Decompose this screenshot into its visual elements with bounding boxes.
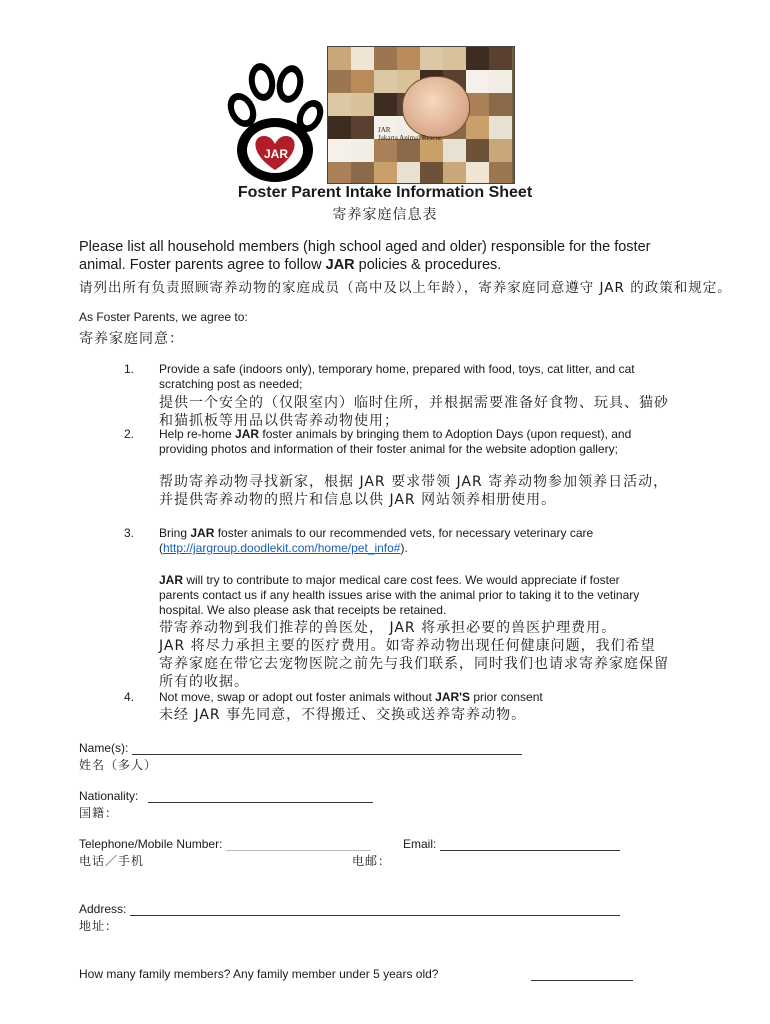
collage-photo-tile [420,162,443,184]
address-label-cjk: 地址： [79,919,126,933]
nationality-field [79,789,373,803]
collage-photo-tile [489,116,512,139]
collage-photo-tile [374,162,397,184]
collage-photo-tile [374,70,397,93]
address-field [79,902,620,916]
item-3-p2-text: will try to contribute to major medical care cost fees. We would appreciate if foster parents contact us if any health issues arise with the animal prior to taking it to the vetinary hospital. We also please ask that receipts be retained. [159,573,640,617]
item-2-cjk-3: 要求带领 [391,474,452,490]
collage-photo-tile [351,116,374,139]
name-input-line[interactable] [132,743,522,755]
collage-photo-tile [443,162,466,184]
email-label: Email: [403,837,437,851]
item-2-cjk-6: JAR [384,492,422,508]
email-label-cjk: 电邮： [352,854,392,868]
email-field [403,837,620,851]
collage-photo-tile [328,139,351,162]
collage-photo-tile [351,47,374,70]
item-1-number: 1. [124,362,135,376]
item-4-cjk-3: 事先同意，不得搬迁、交换或送养寄养动物。 [226,707,527,723]
collage-photo-tile [489,139,512,162]
item-4-cjk-1: 未经 [159,707,189,723]
item-3-text-b: foster animals to our recommended vets, for necessary veterinary care ( [159,526,594,555]
nationality-label-cjk: 国籍： [79,806,119,820]
family-answer-field [531,967,633,981]
page-title: Foster Parent Intake Information Sheet [237,184,533,201]
collage-photo-tile [489,93,512,116]
intro-text-end: policies & procedures. [354,257,502,273]
item-2-text-a: Help re-home [159,427,236,441]
item-2-cjk-5: 寄养动物参加领养日活动，并提供寄养动物的照片和信息以供 [159,474,669,508]
item-4-cjk-2: JAR [189,707,227,723]
item-3-number: 3. [124,526,135,540]
item-3-cjk [159,619,669,691]
item-3-cjk-5: 将尽力承担主要的医疗费用。如寄养动物出现任何健康问题，我们希望寄养家庭在带它去宠物医院之前先与我们联系，同时我们也请求寄养家庭保留所有的收据。 [159,638,669,690]
item-2-cjk-4: JAR [451,474,489,490]
collage-label [378,126,442,142]
phone-field [79,837,371,851]
item-4-jar-bold: JAR'S [435,690,471,704]
item-3-paragraph-2 [159,573,659,618]
item-2-number: 2. [124,427,135,441]
agreement-heading: As Foster Parents, we agree to: [79,310,248,324]
collage-photo-tile [328,93,351,116]
intro-paragraph-cjk [79,276,732,296]
collage-photo-tile [466,139,489,162]
collage-photo-tile [374,47,397,70]
address-label: Address: [79,902,127,916]
collage-photo-tile [466,47,489,70]
intro-cjk-jar: JAR [594,280,631,296]
email-input-line[interactable] [440,839,620,851]
item-4-text-b: prior consent [470,690,543,704]
collage-photo-tile [351,93,374,116]
item-4-number: 4. [124,690,135,704]
collage-photo-tile [397,47,420,70]
collage-photo-tile [328,70,351,93]
item-3-text [159,526,659,556]
item-2-cjk-2: JAR [354,474,392,490]
collage-photo-tile [351,162,374,184]
item-2-cjk-1: 帮助寄养动物寻找新家，根据 [159,474,354,490]
phone-label-cjk: 电话／手机 [79,854,145,868]
nationality-input-line[interactable] [148,791,373,803]
intro-cjk-1: 请列出所有负责照顾寄养动物的家庭成员（高中及以上年龄），寄养家庭同意遵守 [79,280,595,296]
intro-paragraph [79,238,679,274]
item-4-text [159,690,659,705]
item-3-text-a: Bring [159,526,191,540]
name-field [79,741,522,755]
collage-photo-tile [397,162,420,184]
collage-label-line1: JAR [378,126,391,134]
collage-photo-tile [374,139,397,162]
collage-photo-tile [443,139,466,162]
item-3-cjk-1: 带寄养动物到我们推荐的兽医处， [159,620,384,636]
collage-photo-tile [397,139,420,162]
collage-photo-tile [328,162,351,184]
item-3-cjk-4: JAR [159,638,186,654]
collage-photo-tile [351,70,374,93]
collage-photo-tile [489,47,512,70]
item-2-text-b: foster animals by bringing them to Adoption Days (upon request), and providing photos and information of their foster animal for the website adoption gallery; [159,427,632,456]
item-3-text-c: ). [400,541,408,555]
collage-photo-tile [466,162,489,184]
paw-badge-text: JAR [264,147,289,161]
collage-photo-tile [351,139,374,162]
item-2-text [159,427,659,457]
collage-photo-tile [489,162,512,184]
item-2-jar-bold: JAR [235,427,260,441]
page-title-cjk: 寄养家庭信息表 [332,207,438,223]
item-1-text: Provide a safe (indoors only), temporary home, prepared with food, toys, cat litter, and cat scratching post as needed; [159,362,635,391]
collage-label-line2: Jakarta Animal Rescue [378,134,443,142]
intro-cjk-2: 的政策和规定。 [630,280,732,296]
paw-logo [220,62,326,186]
family-answer-line[interactable] [531,969,633,981]
phone-label: Telephone/Mobile Number: [79,837,223,851]
item-3-p2-jar-bold: JAR [159,573,184,587]
name-label-cjk: 姓名（多人） [79,758,158,772]
collage-photo-tile [328,47,351,70]
item-4-text-a: Not move, swap or adopt out foster animals without [159,690,436,704]
name-label: Name(s): [79,741,129,755]
phone-input-line[interactable] [226,839,371,851]
intro-text: Please list all household members (high school aged and older) responsible for the foster animal. Foster parents agree to follow [79,239,651,273]
item-2-cjk [159,473,669,509]
collage-photo-tile [466,70,489,93]
address-input-line[interactable] [130,904,620,916]
intro-jar-bold: JAR [325,257,355,273]
item-3-cjk-3: 将承担必要的兽医护理费用。 [421,620,617,636]
collage-photo-tile [328,116,351,139]
collage-photo-tile [489,70,512,93]
item-3-jar-bold: JAR [190,526,215,540]
collage-photo-tile [420,47,443,70]
pet-info-link[interactable]: http://jargroup.doodlekit.com/home/pet_info# [163,541,401,555]
item-4-cjk [159,706,669,724]
collage-photo-tile [420,139,443,162]
item-3-cjk-2: JAR [384,620,422,636]
collage-photo-tile [443,47,466,70]
collage-photo-tile [466,116,489,139]
collage-photo-tile [374,93,397,116]
family-question: How many family members? Any family member under 5 years old? [79,967,439,981]
nationality-label: Nationality: [79,789,139,803]
agreement-heading-cjk: 寄养家庭同意： [79,331,184,347]
item-1-cjk: 提供一个安全的（仅限室内）临时住所，并根据需要准备好食物、玩具、猫砂和猫抓板等用品以供寄养动物使用； [159,395,669,429]
item-2-cjk-7: 网站领养相册使用。 [421,492,557,508]
